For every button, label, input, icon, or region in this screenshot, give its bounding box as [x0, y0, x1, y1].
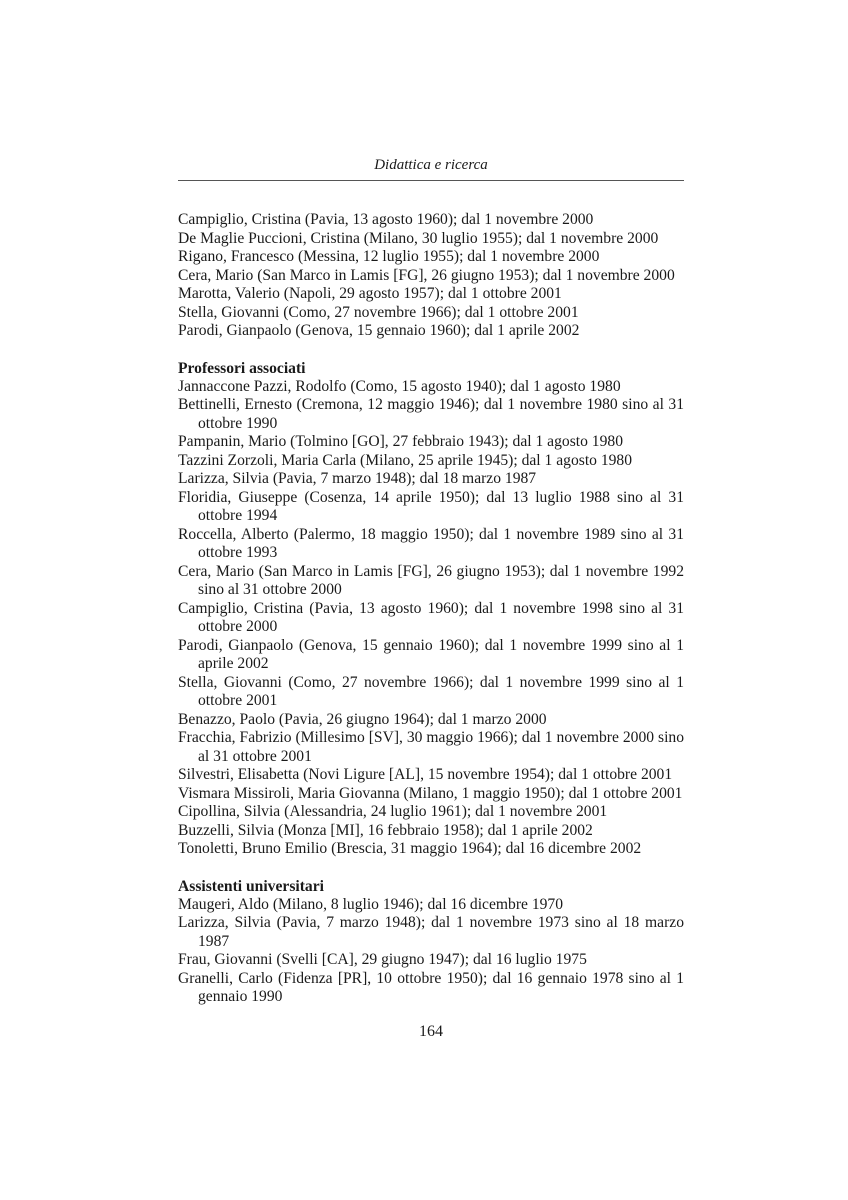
list-entry: Frau, Giovanni (Svelli [CA], 29 giugno 1947); dal 16 luglio 1975	[178, 951, 587, 968]
list-entry: Campiglio, Cristina (Pavia, 13 agosto 1960); dal 1 novembre 1998 sino al 31 ottobre 2000	[178, 599, 684, 635]
list-entry: Bettinelli, Ernesto (Cremona, 12 maggio 1946); dal 1 novembre 1980 sino al 31 ottobre 1990	[178, 396, 684, 432]
list-entry: Buzzelli, Silvia (Monza [MI], 16 febbraio 1958); dal 1 aprile 2002	[178, 821, 593, 839]
list-entry: Benazzo, Paolo (Pavia, 26 giugno 1964); dal 1 marzo 2000	[178, 710, 547, 728]
list-entry: Tazzini Zorzoli, Maria Carla (Milano, 25 aprile 1945); dal 1 agosto 1980	[178, 451, 633, 469]
list-entry: Parodi, Gianpaolo (Genova, 15 gennaio 1960); dal 1 novembre 1999 sino al 1 aprile 2002	[178, 636, 684, 672]
intro-list	[178, 211, 684, 341]
list-entry: Cipollina, Silvia (Alessandria, 24 luglio 1961); dal 1 novembre 2001	[178, 803, 608, 820]
list-entry: Cera, Mario (San Marco in Lamis [FG], 26 giugno 1953); dal 1 novembre 1992 sino al 31 ottobre 2000	[178, 562, 684, 598]
list-entry: Parodi, Gianpaolo (Genova, 15 gennaio 1960); dal 1 aprile 2002	[178, 322, 580, 339]
list-entry: Vismara Missiroli, Maria Giovanna (Milano, 1 maggio 1950); dal 1 ottobre 2001	[178, 784, 683, 802]
list-entry: Pampanin, Mario (Tolmino [GO], 27 febbraio 1943); dal 1 agosto 1980	[178, 433, 623, 450]
list-entry: Stella, Giovanni (Como, 27 novembre 1966); dal 1 ottobre 2001	[178, 303, 579, 321]
page-content	[178, 211, 684, 1007]
running-header: Didattica e ricerca	[374, 157, 488, 173]
list-entry: Stella, Giovanni (Como, 27 novembre 1966); dal 1 novembre 1999 sino al 1 ottobre 2001	[178, 673, 684, 709]
page-number: 164	[419, 1023, 443, 1040]
list-entry: Roccella, Alberto (Palermo, 18 maggio 1950); dal 1 novembre 1989 sino al 31 ottobre 1993	[178, 525, 684, 561]
section-heading: Professori associati	[178, 359, 306, 377]
list-entry: Marotta, Valerio (Napoli, 29 agosto 1957); dal 1 ottobre 2001	[178, 285, 562, 302]
list-entry: Fracchia, Fabrizio (Millesimo [SV], 30 maggio 1966); dal 1 novembre 2000 sino al 31 ottobre 2001	[178, 729, 684, 765]
section-assistenti-universitari	[178, 877, 684, 1007]
list-entry: Granelli, Carlo (Fidenza [PR], 10 ottobre 1950); dal 16 gennaio 1978 sino al 1 gennaio 1990	[178, 969, 684, 1005]
list-entry: Tonoletti, Bruno Emilio (Brescia, 31 maggio 1964); dal 16 dicembre 2002	[178, 840, 642, 857]
list-entry: De Maglie Puccioni, Cristina (Milano, 30 luglio 1955); dal 1 novembre 2000	[178, 229, 659, 247]
list-entry: Campiglio, Cristina (Pavia, 13 agosto 1960); dal 1 novembre 2000	[178, 211, 594, 228]
section-heading: Assistenti universitari	[178, 877, 324, 895]
section-professori-associati	[178, 359, 684, 859]
list-entry: Floridia, Giuseppe (Cosenza, 14 aprile 1950); dal 13 luglio 1988 sino al 31 ottobre 1994	[178, 488, 684, 524]
list-entry: Rigano, Francesco (Messina, 12 luglio 1955); dal 1 novembre 2000	[178, 248, 600, 265]
list-entry: Silvestri, Elisabetta (Novi Ligure [AL], 15 novembre 1954); dal 1 ottobre 2001	[178, 766, 673, 783]
header-rule	[178, 180, 684, 181]
list-entry: Larizza, Silvia (Pavia, 7 marzo 1948); dal 18 marzo 1987	[178, 470, 537, 487]
list-entry: Jannaccone Pazzi, Rodolfo (Como, 15 agosto 1940); dal 1 agosto 1980	[178, 377, 621, 395]
list-entry: Maugeri, Aldo (Milano, 8 luglio 1946); dal 16 dicembre 1970	[178, 895, 564, 913]
list-entry: Larizza, Silvia (Pavia, 7 marzo 1948); dal 1 novembre 1973 sino al 18 marzo 1987	[178, 914, 684, 950]
list-entry: Cera, Mario (San Marco in Lamis [FG], 26 giugno 1953); dal 1 novembre 2000	[178, 266, 675, 284]
